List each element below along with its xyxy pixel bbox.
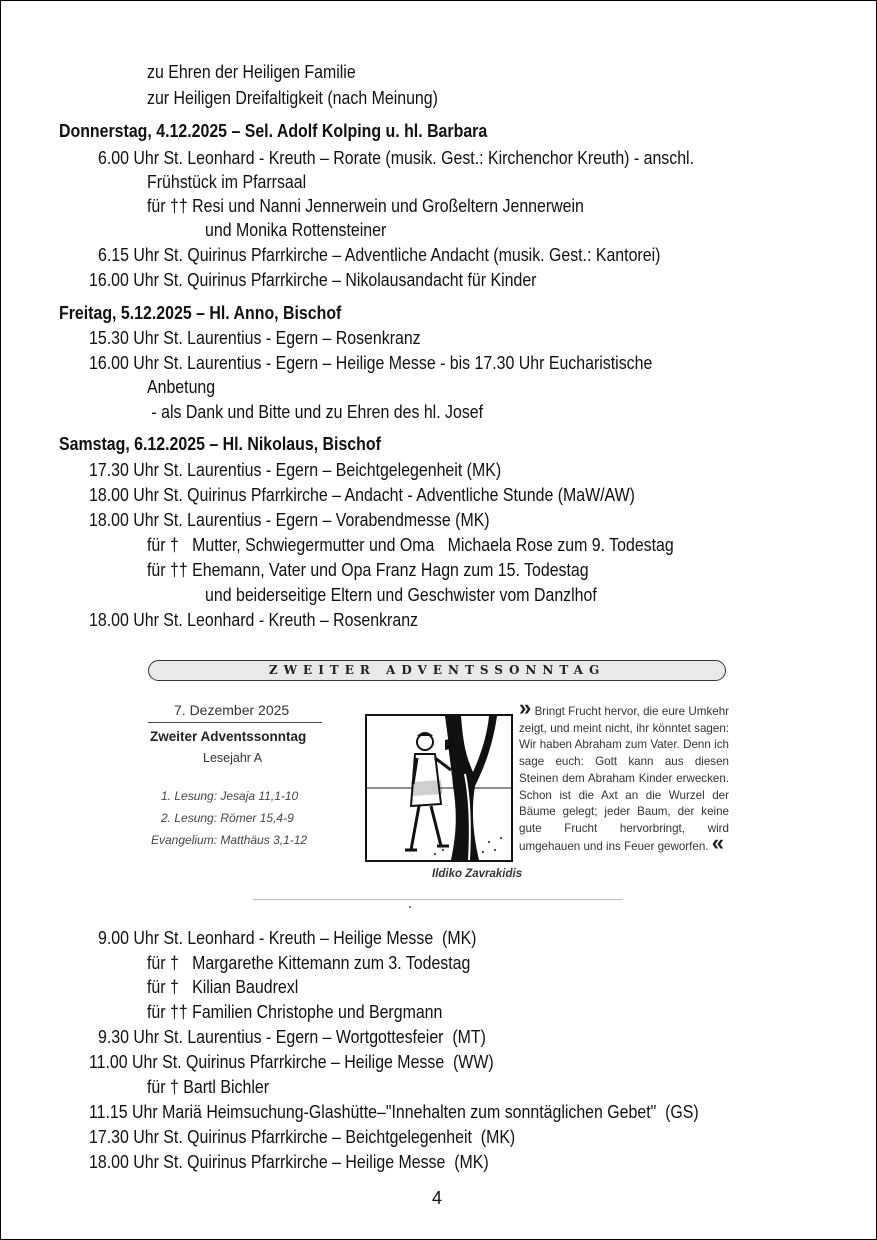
- day-heading-friday: Freitag, 5.12.2025 – Hl. Anno, Bischof: [59, 302, 342, 323]
- advent-quote-text: Bringt Frucht hervor, die eure Umkehr zeigt, und meint nicht, ihr könntet sagen: Wir haben Abraham zum Vater. Denn ich sage euch: Gott kann aus diesen Steinen dem Abraham Kinder erwecken. Schon ist die Axt an die Wurzel der Bäume gelegt; jeder Baum, der keine gute Frucht hervorbringt, wird umgehauen und ins Feuer geworfen.: [519, 705, 729, 853]
- intro-line-1: zu Ehren der Heiligen Familie: [147, 61, 356, 82]
- quote-close-mark: «: [711, 829, 724, 855]
- schedule-entry: 6.00 Uhr St. Leonhard - Kreuth – Rorate (musik. Gest.: Kirchenchor Kreuth) - anschl.: [98, 147, 695, 168]
- schedule-entry: 16.00 Uhr St. Quirinus Pfarrkirche – Nikolausandacht für Kinder: [89, 269, 537, 290]
- mass-intention: für † Margarethe Kittemann zum 3. Todestag: [147, 952, 471, 973]
- schedule-entry: 16.00 Uhr St. Laurentius - Egern – Heilige Messe - bis 17.30 Uhr Eucharistische: [89, 352, 653, 373]
- mass-intention: für † Kilian Baudrexl: [147, 976, 299, 997]
- illustration-credit: Ildiko Zavrakidis: [432, 868, 523, 880]
- advent-lectionary-year: Lesejahr A: [203, 751, 263, 765]
- mass-intention: für † Mutter, Schwiegermutter und Oma Michaela Rose zum 9. Todestag: [147, 534, 674, 555]
- page-number: 4: [432, 1188, 443, 1208]
- advent-divider: [148, 722, 322, 723]
- schedule-entry: 18.00 Uhr St. Laurentius - Egern – Vorabendmesse (MK): [89, 509, 490, 530]
- advent-bottom-rule: [253, 899, 623, 900]
- schedule-entry: 15.30 Uhr St. Laurentius - Egern – Rosenkranz: [89, 327, 421, 348]
- advent-date: 7. Dezember 2025: [174, 702, 290, 718]
- schedule-entry: 18.00 Uhr St. Leonhard - Kreuth – Rosenkranz: [89, 609, 419, 630]
- mass-intention: für †† Resi und Nanni Jennerwein und Großeltern Jennerwein: [147, 195, 584, 216]
- schedule-entry: 11.15 Uhr Mariä Heimsuchung-Glashütte–"Innehalten zum sonntäglichen Gebet" (GS): [89, 1101, 699, 1122]
- mass-intention: für †† Familien Christophe und Bergmann: [147, 1001, 443, 1022]
- schedule-entry: 11.00 Uhr St. Quirinus Pfarrkirche – Heilige Messe (WW): [89, 1051, 494, 1072]
- quote-open-mark: »: [519, 695, 532, 720]
- mass-intention: - als Dank und Bitte und zu Ehren des hl. Josef: [147, 401, 484, 422]
- intro-line-2: zur Heiligen Dreifaltigkeit (nach Meinung): [147, 87, 438, 108]
- advent-quote: [519, 695, 729, 855]
- advent-sunday-name: Zweiter Adventssonntag: [150, 729, 307, 744]
- mass-intention: für † Bartl Bichler: [147, 1076, 270, 1097]
- advent-gospel: Evangelium: Matthäus 3,1-12: [151, 833, 308, 847]
- schedule-entry: 18.00 Uhr St. Quirinus Pfarrkirche – Andacht - Adventliche Stunde (MaW/AW): [89, 484, 635, 505]
- separator-dot: [409, 906, 411, 908]
- schedule-entry: 17.30 Uhr St. Quirinus Pfarrkirche – Beichtgelegenheit (MK): [89, 1126, 516, 1147]
- schedule-entry-continuation: Anbetung: [147, 376, 216, 397]
- advent-reading-2: 2. Lesung: Römer 15,4-9: [161, 811, 294, 825]
- schedule-entry: 9.00 Uhr St. Leonhard - Kreuth – Heilige Messe (MK): [98, 927, 477, 948]
- day-heading-thursday: Donnerstag, 4.12.2025 – Sel. Adolf Kolping u. hl. Barbara: [59, 120, 488, 141]
- advent-banner-title: ZWEITER ADVENTSSONNTAG: [268, 663, 606, 677]
- day-heading-saturday: Samstag, 6.12.2025 – Hl. Nikolaus, Bischof: [59, 433, 381, 454]
- advent-banner: [148, 660, 726, 681]
- schedule-entry-continuation: Frühstück im Pfarrsaal: [147, 171, 307, 192]
- mass-intention: für †† Ehemann, Vater und Opa Franz Hagn zum 15. Todestag: [147, 559, 589, 580]
- schedule-entry: 6.15 Uhr St. Quirinus Pfarrkirche – Adventliche Andacht (musik. Gest.: Kantorei): [98, 244, 661, 265]
- schedule-entry: 9.30 Uhr St. Laurentius - Egern – Wortgottesfeier (MT): [98, 1026, 486, 1047]
- schedule-entry: 17.30 Uhr St. Laurentius - Egern – Beichtgelegenheit (MK): [89, 459, 502, 480]
- mass-intention-continuation: und beiderseitige Eltern und Geschwister vom Danzlhof: [205, 584, 597, 605]
- schedule-entry: 18.00 Uhr St. Quirinus Pfarrkirche – Heilige Messe (MK): [89, 1151, 489, 1172]
- mass-intention-continuation: und Monika Rottensteiner: [205, 219, 387, 240]
- woodcut-illustration: [365, 714, 513, 862]
- advent-reading-1: 1. Lesung: Jesaja 11,1-10: [161, 789, 299, 803]
